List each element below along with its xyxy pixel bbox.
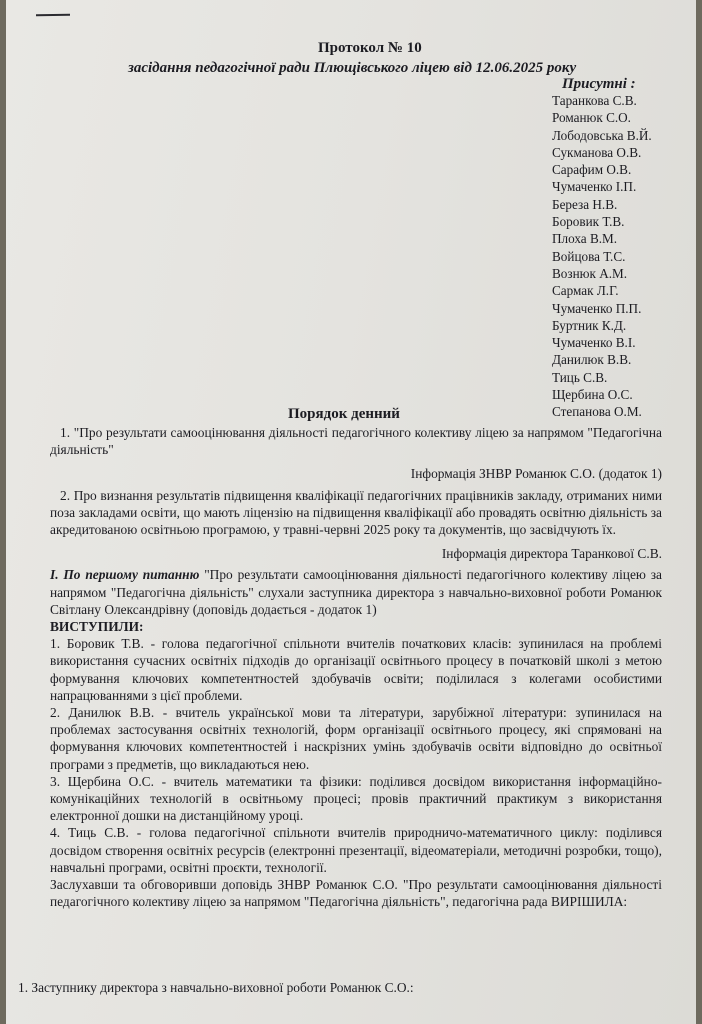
attendee: Плоха В.М.: [552, 231, 618, 247]
attendee: Чумаченко І.П.: [552, 179, 637, 195]
speaker-entry: 1. Боровик Т.В. - голова педагогічної спільноти вчителів початкових класів: зупинилася на проблемі використання сучасних освітніх підходів до організації освітнього процесу в початковій школі з метою формування ключових компетентностей здобувачів освіти; поділилася з колегами особистими напрацюваннями з цієї проблеми.: [50, 636, 662, 703]
attendee: Боровик Т.В.: [552, 214, 625, 230]
attendee: Чумаченко П.П.: [552, 300, 642, 316]
protocol-title: Протокол № 10: [318, 40, 422, 56]
agenda-item-1: 1. "Про результати самооцінювання діяльності педагогічного колективу ліцею за напрямом "Педагогічна діяльність": [50, 425, 662, 458]
attendee: Тиць С.В.: [552, 369, 608, 385]
attendees-label: Присутні :: [562, 76, 636, 92]
attendee: Степанова О.М.: [552, 404, 642, 420]
speakers-label: ВИСТУПИЛИ:: [50, 619, 144, 635]
attendee: Буртник К.Д.: [552, 317, 627, 333]
protocol-subtitle: засідання педагогічної ради Плющівського ліцею від 12.06.2025 року: [128, 60, 577, 76]
attendees-list: [552, 92, 652, 421]
attendee: Сарафим О.В.: [552, 162, 632, 178]
document-page: [6, 0, 696, 1024]
decision-item-1: 1. Заступнику директора з навчально-виховної роботи Романюк С.О.:: [18, 980, 414, 995]
agenda-item-1-info: Інформація ЗНВР Романюк С.О. (додаток 1): [410, 466, 662, 482]
attendee: Сармак Л.Г.: [552, 283, 619, 299]
agenda-title: Порядок денний: [288, 406, 400, 422]
conclusion-paragraph: Заслухавши та обговоривши доповідь ЗНВР Романюк С.О. "Про результати самооцінювання діяльності педагогічного колективу ліцею за напрямом "Педагогічна діяльність", педагогічна рада ВИРІШИЛА:: [50, 877, 662, 910]
first-question-label: І. По першому питанню: [50, 567, 200, 583]
speaker-entry: 3. Щербина О.С. - вчитель математики та фізики: поділився досвідом використання інформаційно-комунікаційних технологій в освітньому процесі; провів практичний практикум з використання електронної дошки на дистанційному уроці.: [50, 773, 662, 824]
attendee: Вознюк А.М.: [552, 265, 628, 281]
agenda-item-2-info: Інформація директора Таранкової С.В.: [441, 546, 662, 562]
attendee: Чумаченко В.І.: [552, 335, 636, 351]
first-question-text: "Про результати самооцінювання діяльності педагогічного колективу ліцею за напрямом "Педагогічна діяльність" слухали заступника директора з навчально-виховної роботи Романюк Світлану Олександрівну (доповідь додається - додаток 1): [50, 567, 662, 617]
attendee: Данилюк В.В.: [552, 352, 632, 368]
attendee: Сукманова О.В.: [552, 144, 642, 160]
speaker-entry: 2. Данилюк В.В. - вчитель української мови та літератури, зарубіжної літератури: зупинилася на проблемах застосування освітніх технологій, форм організації освітнього процесу, які спрямовані на формування ключових компетентностей і наскрізних умінь здобувачів освіти відповідно до освітньої програми з предметів, що викладаються нею.: [50, 705, 662, 772]
attendee: Лободовська В.Й.: [552, 127, 652, 143]
attendee: Войцова Т.С.: [552, 248, 626, 264]
attendee: Таранкова С.В.: [552, 93, 637, 108]
first-question-paragraph: [50, 566, 662, 618]
speaker-entry: 4. Тиць С.В. - голова педагогічної спільноти вчителів природничо-математичного циклу: поділився досвідом створення освітніх ресурсів (електронні презентації, відеоматеріали, методичні розробки, тощо), навчальні програми, освітні проєкти, технології.: [50, 825, 662, 875]
pen-mark: [36, 14, 70, 17]
agenda-item-2: 2. Про визнання результатів підвищення кваліфікації педагогічних працівників закладу, отриманих ними поза закладами освіти, що мають ліцензію на підвищення кваліфікації або провадять освітню діяльність за акредитованою освітньою програмою, у травні-червні 2025 року та документів, що засвідчують їх.: [50, 487, 662, 538]
protocol-body: [50, 424, 662, 910]
attendee: Береза Н.В.: [552, 196, 618, 212]
attendee: Щербина О.С.: [552, 387, 633, 403]
attendee: Романюк С.О.: [552, 110, 631, 126]
